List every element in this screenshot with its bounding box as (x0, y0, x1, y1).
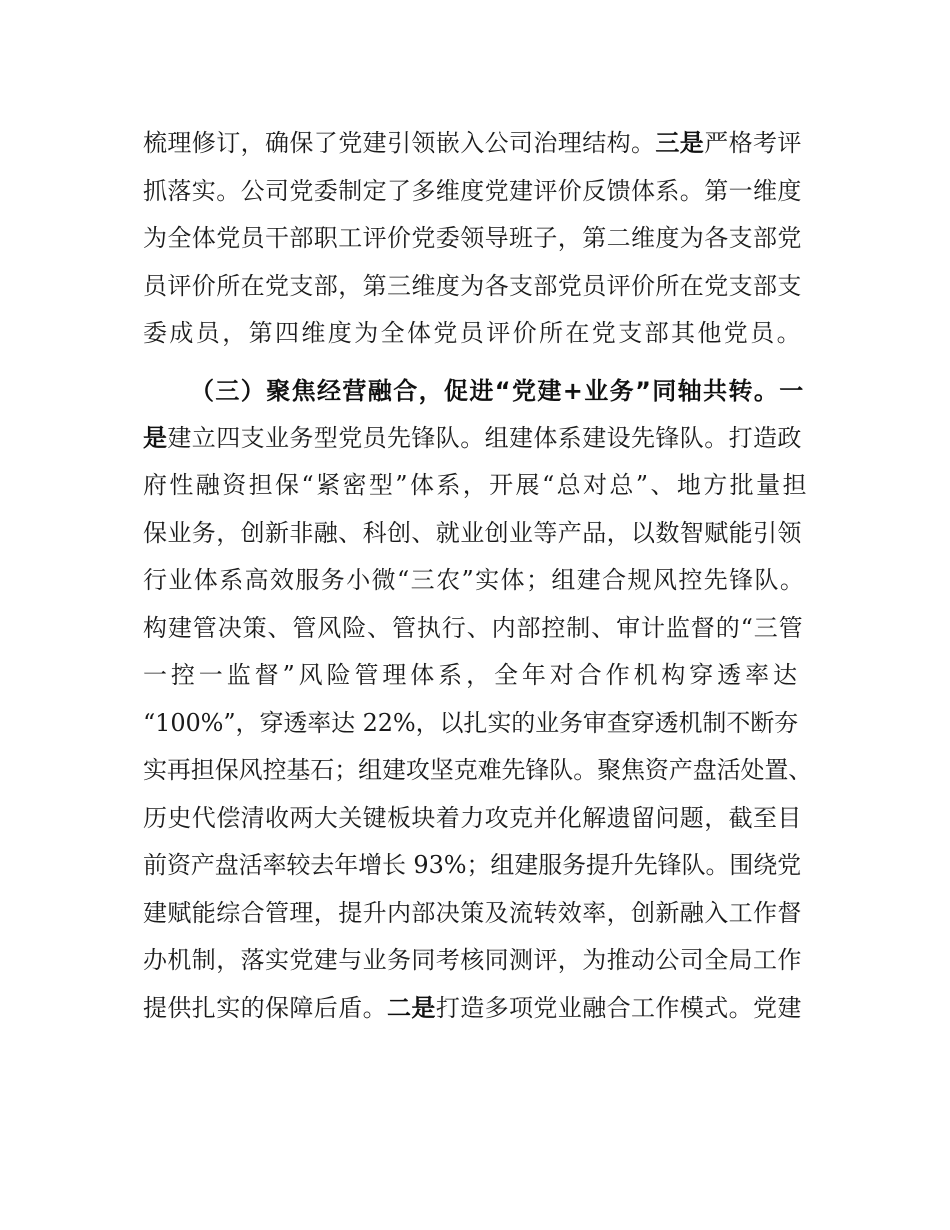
paragraph-line-5: 委成员，第四维度为全体党员评价所在党支部其他党员。 (143, 319, 803, 347)
paragraph-line-13: “100%”，穿透率达 22%，以扎实的业务审查穿透机制不断夯 (143, 709, 799, 737)
paragraph-line-12: 一控一监督”风险管理体系，全年对合作机构穿透率达 (143, 661, 801, 689)
line-19-text-end: 打造多项党业融合工作模式。党建 (435, 994, 802, 1022)
paragraph-line-7 (143, 422, 802, 454)
paragraph-line-9: 保业务，创新非融、科创、就业创业等产品，以数智赋能引领 (143, 519, 802, 547)
line-7-bold-marker: 是 (143, 424, 168, 452)
line-1-text-end: 严格考评 (704, 129, 802, 157)
paragraph-line-14: 实再担保风控基石；组建攻坚克难先锋队。聚焦资产盘活处置、 (143, 756, 813, 784)
paragraph-line-18: 办机制，落实党建与业务同考核同测评，为推动公司全局工作 (143, 946, 802, 974)
paragraph-line-1 (143, 127, 802, 159)
paragraph-line-11: 构建管决策、管风险、管执行、内部控制、审计监督的“三管 (143, 614, 804, 642)
paragraph-line-10: 行业体系高效服务小微“三农”实体；组建合规风控先锋队。 (143, 566, 806, 594)
line-7-text: 建立四支业务型党员先锋队。组建体系建设先锋队。打造政 (167, 424, 802, 452)
paragraph-line-4: 员评价所在党支部，第三维度为各支部党员评价所在党支部支 (143, 272, 802, 300)
line-19-bold-marker: 二是 (387, 994, 436, 1022)
section-heading: （三）聚焦经营融合，促进“党建+业务”同轴共转。一 (190, 377, 805, 405)
paragraph-line-3: 为全体党员干部职工评价党委领导班子，第二维度为各支部党 (143, 224, 802, 252)
paragraph-line-2: 抓落实。公司党委制定了多维度党建评价反馈体系。第一维度 (143, 177, 802, 205)
paragraph-line-17: 建赋能综合管理，提升内部决策及流转效率，创新融入工作督 (143, 899, 802, 927)
paragraph-line-19 (143, 992, 802, 1024)
paragraph-line-8: 府性融资担保“紧密型”体系，开展“总对总”、地方批量担 (143, 471, 809, 499)
line-1-text: 梳理修订，确保了党建引领嵌入公司治理结构。 (143, 129, 656, 157)
paragraph-line-15: 历史代偿清收两大关键板块着力攻克并化解遗留问题，截至目 (143, 804, 802, 832)
line-1-bold-marker: 三是 (655, 129, 705, 157)
paragraph-line-16: 前资产盘活率较去年增长 93%；组建服务提升先锋队。围绕党 (143, 851, 802, 879)
line-19-text: 提供扎实的保障后盾。 (143, 994, 387, 1022)
